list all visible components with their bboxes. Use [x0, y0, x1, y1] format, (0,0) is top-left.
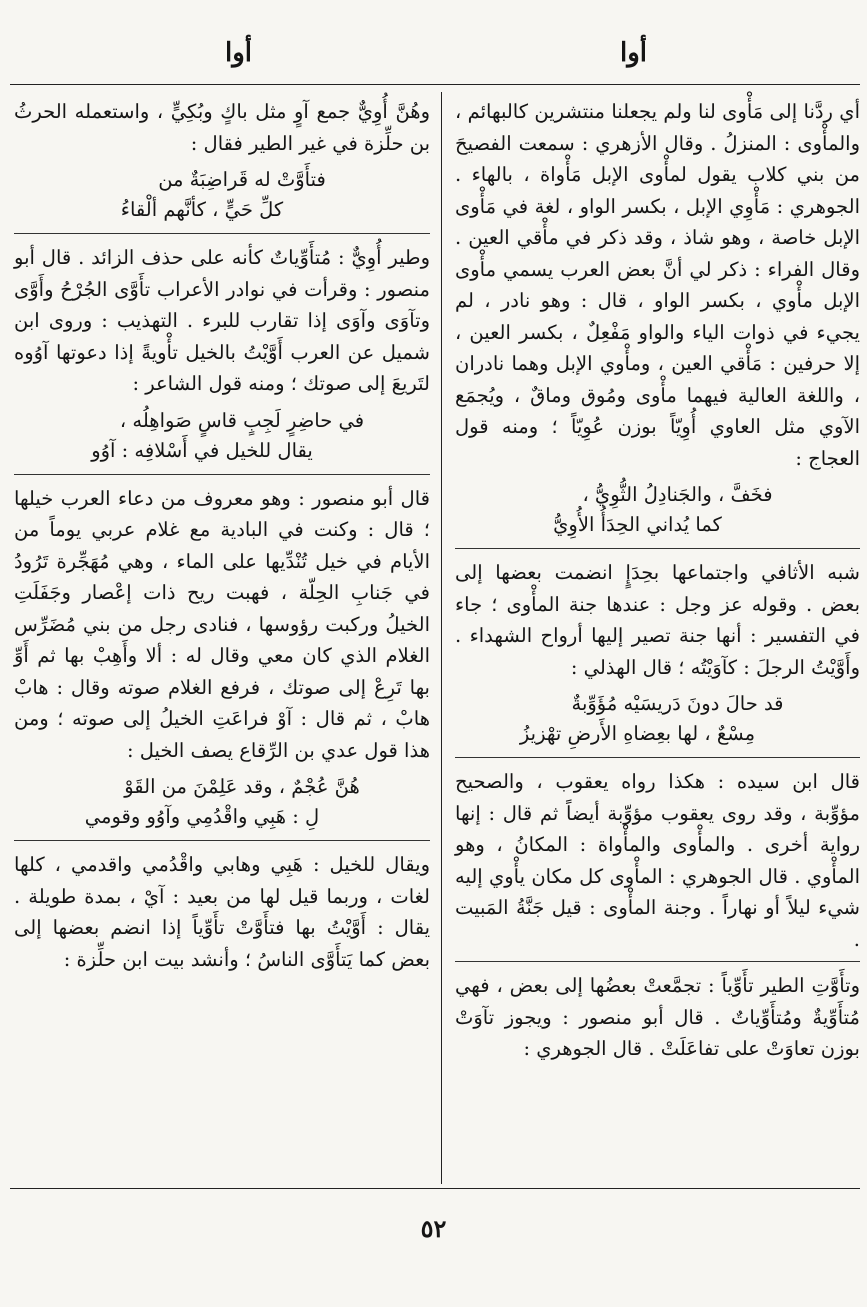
running-header	[0, 38, 867, 78]
verse-line: كلِّ حَيٍّ ، كأنَّهم ألْقاءُ	[120, 198, 284, 221]
section-rule	[455, 757, 860, 758]
verse-line: كما يُداني الحِدَأُ الأُوِيُّ	[553, 513, 722, 536]
paragraph: وطير أُوِيٌّ : مُتأَوِّياتٌ كأنه على حذف الزائد . قال أبو منصور : وقرأت في نوادر الأعراب تأَوَّى الجُرْحُ وأَوَّى وتآوَى وآوَى إذا تقارب للبرء . التهذيب : وروى ابن شميل عن العرب أَوَّيْتُ بالخيل تأْويةً إذا دعوتها آوُوه لتَريعَ إلى صوتك ؛ ومنه قول الشاعر :	[14, 246, 430, 395]
section-rule	[14, 233, 430, 234]
paragraph: قال أبو منصور : وهو معروف من دعاء العرب خيلها ؛ قال : وكنت في البادية مع غلام عربي يوماً من الأيام في خيل تُنْدِّيها على الماء ، وهي مُهَجِّرة تَرُودُ في جَنابِ الحِلّة ، فهبت ريح ذات إعْصار وجَفَلَتِ الخيلُ وركبت رؤوسها ، فنادى رجل من بني مُضَرِّس الغلام الذي كان معي وقال له : ألا وأَهِبْ بها ثم أَوِّ بها تَرِعْ إلى صوتك ، فرفع الغلام صوته وقال : هابْ هابْ ، ثم قال : آوْ فراعَتِ الخيلُ إلى صوته ؛ ومن هذا قول عدي بن الرِّقاع يصف الخيل :	[14, 486, 430, 762]
section-rule	[14, 474, 430, 475]
verse	[14, 165, 430, 225]
verse	[14, 772, 430, 832]
paragraph: أي ردَّنا إلى مَأْوى لنا ولم يجعلنا منتشرين كالبهائم ، والمأْوى : المنزلُ . وقال الأزهري : سمعت الفصيحَ من بني كلاب يقول لمأْوى الإبل مَأْواة ، بالهاء . الجوهري : مَأْوِي الإبل ، بكسر الواو ، لغة في مَأْوى الإبل خاصة ، وهو شاذ ، وقد ذكر في مأْقي العين . وقال الفراء : ذكر لي أنَّ بعض العرب يسمي مأْوى الإبل مأْوي ، بكسر الواو ، قال : وهو نادر ، لم يجيء في ذوات الياء والواو مَفْعِلٌ ، بكسر العين ، إلا حرفين : مَأْقي العين ، ومأْوي الإبل وهما نادران ، واللغة العالية فيهما مأْوى ومُوق وماقٌ ، ويُجمَع الآوي مثل العاوي أُوِيّاً بوزن عُوِيّاً ؛ ومنه قول العجاج :	[455, 100, 860, 470]
verse-line: مِسْعٌ ، لها بعِضاهِ الأَرضِ تهْزيزُ	[519, 722, 756, 745]
header-word-right: أوا	[620, 38, 648, 68]
paragraph: وهُنَّ أُوِيٌّ جمع آوٍ مثل باكٍ وبُكِيٍّ ، واستعمله الحرثُ بن حلِّزة في غير الطير فقال :	[14, 100, 430, 155]
verse	[14, 406, 430, 466]
verse-line: قد حالَ دونَ دَريسَيْه مُؤَوِّبةٌ	[571, 692, 784, 715]
verse	[455, 480, 860, 540]
verse-line: لِ : هَبِي واقْدُمِي وآوُو وقومي	[84, 805, 320, 828]
section-rule	[455, 961, 860, 962]
paragraph: قال ابن سيده : هكذا رواه يعقوب ، والصحيح مؤوِّبة ، وقد روى يعقوب مؤوِّبة أيضاً ثم قال : إنها رواية أخرى . والمأْوى والمأْواة : المكانُ ، وهو المأْوي . قال الجوهري : المأْوى كل مكان يأْوي إليه شيء ليلاً أو نهاراً . وجنة المأْوى : قيل جَنَّةُ المَبيت .	[455, 770, 860, 951]
right-column	[455, 96, 860, 1071]
header-word-left: أوا	[225, 38, 253, 68]
verse	[455, 689, 860, 749]
paragraph: وتأَوَّتِ الطير تأَوِّياً : تجمَّعتْ بعضُها إلى بعض ، فهي مُتأَوِّيةٌ ومُتأَوِّياتٌ . قال أبو منصور : ويجوز تآوَتْ بوزن تعاوَتْ على تفاعَلَتْ . قال الجوهري :	[455, 974, 860, 1060]
section-rule	[14, 840, 430, 841]
column-divider	[441, 92, 442, 1184]
paragraph: شبه الأثافي واجتماعها بحِدَإٍ انضمت بعضها إلى بعض . وقوله عز وجل : عندها جنة المأْوى ؛ جاء في التفسير : أنها جنة تصير إليها أرواح الشهداء . وأَوَّيْتُ الرجلَ : كآوَيْتُه ؛ قال الهذلي :	[455, 561, 860, 679]
header-rule	[10, 84, 860, 85]
paragraph: ويقال للخيل : هَبِي وهابي واقْدُمي واقدمي ، كلها لغات ، وربما قيل لها من بعيد : آيْ ، بمدة طويلة . يقال : أَوَّيْتُ بها فتأَوَّتْ تأَوِّياً إذا انضم بعضها إلى بعض كما يَتأَوَّى الناسُ ؛ وأنشد بيت ابن حلِّزة :	[14, 853, 430, 971]
verse-line: هُنَّ عُجْمٌ ، وقد عَلِمْنَ من القَوْ	[124, 775, 360, 798]
verse-line: فتأَوَّتْ له قَراضِبَةٌ من	[158, 168, 326, 191]
verse-line: فخَفَّ ، والجَنادِلُ الثُّوِيُّ ،	[582, 483, 773, 506]
footer-rule	[10, 1188, 860, 1189]
verse-line: في حاضِرٍ لَجِبٍ قاسٍ صَواهِلُه ،	[119, 408, 365, 432]
section-rule	[455, 548, 860, 549]
page-number: ٥٢	[420, 1214, 447, 1243]
left-column	[14, 96, 430, 981]
verse-line: يقال للخيل في أَسْلافِه : آوُو	[91, 438, 313, 462]
